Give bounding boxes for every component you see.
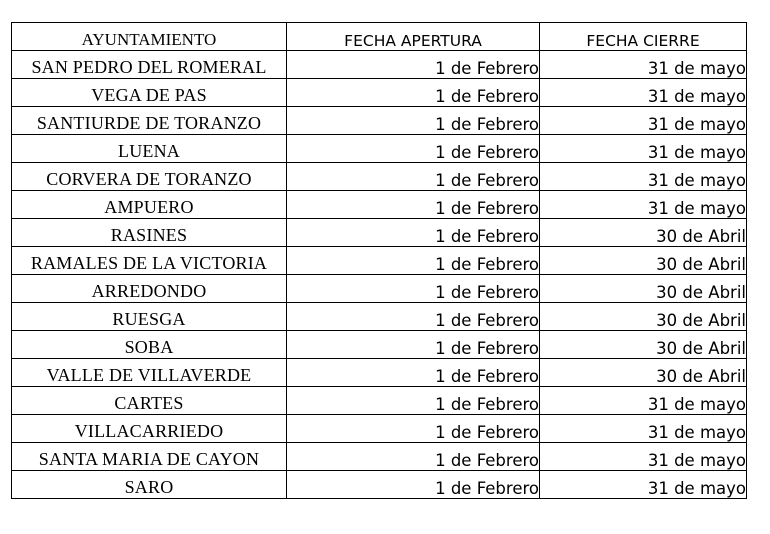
ayuntamiento-cell: VEGA DE PAS <box>12 79 287 107</box>
ayuntamiento-cell: LUENA <box>12 135 287 163</box>
fecha-apertura-cell: 1 de Febrero <box>287 107 540 135</box>
fecha-cierre-cell: 31 de mayo <box>540 107 747 135</box>
fecha-apertura-cell: 1 de Febrero <box>287 387 540 415</box>
table-body <box>12 51 747 499</box>
fecha-apertura-cell: 1 de Febrero <box>287 51 540 79</box>
table-row <box>12 415 747 443</box>
fecha-apertura-cell: 1 de Febrero <box>287 219 540 247</box>
fecha-apertura-cell: 1 de Febrero <box>287 443 540 471</box>
fecha-apertura-cell: 1 de Febrero <box>287 163 540 191</box>
ayuntamiento-cell: AMPUERO <box>12 191 287 219</box>
fecha-apertura-cell: 1 de Febrero <box>287 471 540 499</box>
header-ayuntamiento: AYUNTAMIENTO <box>12 23 287 51</box>
table-row <box>12 471 747 499</box>
fecha-cierre-cell: 30 de Abril <box>540 275 747 303</box>
ayuntamiento-cell: SAN PEDRO DEL ROMERAL <box>12 51 287 79</box>
fecha-cierre-cell: 31 de mayo <box>540 443 747 471</box>
ayuntamiento-cell: SARO <box>12 471 287 499</box>
ayuntamiento-cell: SANTIURDE DE TORANZO <box>12 107 287 135</box>
fecha-cierre-cell: 31 de mayo <box>540 79 747 107</box>
fecha-apertura-cell: 1 de Febrero <box>287 415 540 443</box>
fecha-cierre-cell: 30 de Abril <box>540 219 747 247</box>
ayuntamiento-cell: ARREDONDO <box>12 275 287 303</box>
table-row <box>12 359 747 387</box>
fecha-apertura-cell: 1 de Febrero <box>287 247 540 275</box>
fecha-apertura-cell: 1 de Febrero <box>287 275 540 303</box>
table-row <box>12 275 747 303</box>
table-row <box>12 135 747 163</box>
fecha-apertura-cell: 1 de Febrero <box>287 135 540 163</box>
ayuntamiento-cell: CARTES <box>12 387 287 415</box>
table-row <box>12 387 747 415</box>
header-fecha-apertura: FECHA APERTURA <box>287 23 540 51</box>
fecha-cierre-cell: 31 de mayo <box>540 471 747 499</box>
table-row <box>12 219 747 247</box>
fecha-cierre-cell: 31 de mayo <box>540 51 747 79</box>
fecha-apertura-cell: 1 de Febrero <box>287 331 540 359</box>
schedule-table <box>11 22 747 499</box>
fecha-cierre-cell: 30 de Abril <box>540 331 747 359</box>
fecha-apertura-cell: 1 de Febrero <box>287 79 540 107</box>
fecha-cierre-cell: 30 de Abril <box>540 359 747 387</box>
fecha-cierre-cell: 30 de Abril <box>540 247 747 275</box>
table-row <box>12 303 747 331</box>
table-row <box>12 163 747 191</box>
ayuntamiento-cell: RAMALES DE LA VICTORIA <box>12 247 287 275</box>
table-header-row <box>12 23 747 51</box>
ayuntamiento-cell: SANTA MARIA DE CAYON <box>12 443 287 471</box>
fecha-cierre-cell: 31 de mayo <box>540 191 747 219</box>
fecha-cierre-cell: 31 de mayo <box>540 387 747 415</box>
fecha-apertura-cell: 1 de Febrero <box>287 359 540 387</box>
fecha-cierre-cell: 31 de mayo <box>540 135 747 163</box>
fecha-cierre-cell: 31 de mayo <box>540 163 747 191</box>
ayuntamiento-cell: VALLE DE VILLAVERDE <box>12 359 287 387</box>
ayuntamiento-cell: CORVERA DE TORANZO <box>12 163 287 191</box>
ayuntamiento-cell: RASINES <box>12 219 287 247</box>
ayuntamiento-cell: RUESGA <box>12 303 287 331</box>
fecha-cierre-cell: 31 de mayo <box>540 415 747 443</box>
table-row <box>12 191 747 219</box>
fecha-apertura-cell: 1 de Febrero <box>287 303 540 331</box>
ayuntamiento-cell: SOBA <box>12 331 287 359</box>
ayuntamiento-cell: VILLACARRIEDO <box>12 415 287 443</box>
table-row <box>12 79 747 107</box>
fecha-cierre-cell: 30 de Abril <box>540 303 747 331</box>
table-row <box>12 247 747 275</box>
header-fecha-cierre: FECHA CIERRE <box>540 23 747 51</box>
table-row <box>12 331 747 359</box>
table-row <box>12 443 747 471</box>
table-row <box>12 107 747 135</box>
table-row <box>12 51 747 79</box>
fecha-apertura-cell: 1 de Febrero <box>287 191 540 219</box>
